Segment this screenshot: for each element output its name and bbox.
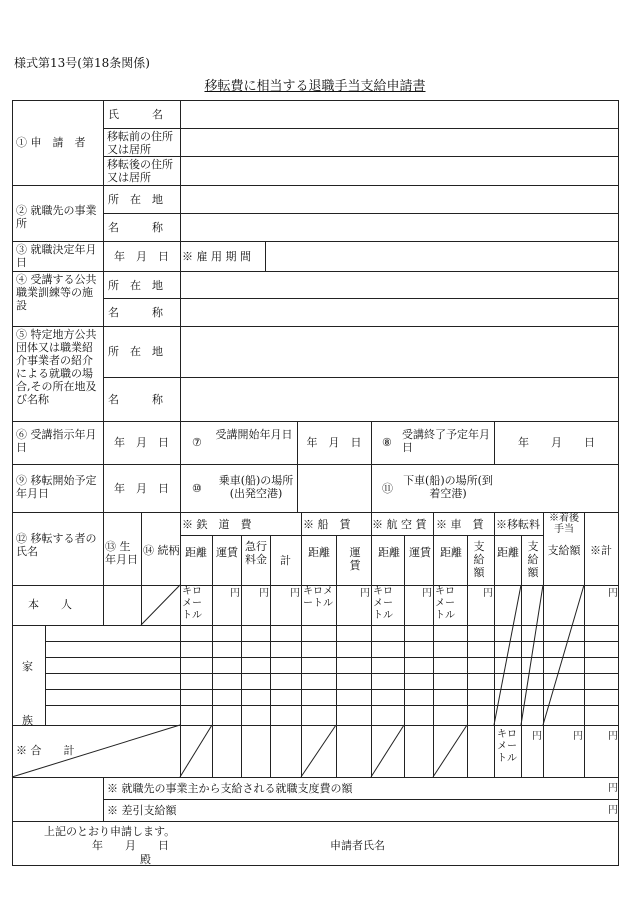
moving-yen: 円 xyxy=(532,731,542,742)
facility-address-label: 所 在 地 xyxy=(108,279,163,292)
employment-period-label: ※ 雇 用 期 間 xyxy=(182,250,251,263)
grand-total-yen: 円 xyxy=(608,731,618,742)
ship-fare-label: 運賃 xyxy=(349,546,361,572)
family-label: 家族 xyxy=(22,660,33,727)
air-distance-label: 距離 xyxy=(378,546,400,559)
addr-after-label: 移転後の住所又は居所 xyxy=(107,158,173,184)
rail-sum-label: 計 xyxy=(280,554,291,567)
addressee-label: 殿 xyxy=(140,853,151,866)
moving-km: キロメートル xyxy=(497,729,517,764)
applicant-name-field: 申請者氏名 xyxy=(330,839,385,852)
referral-label: ⑤ 特定地方公共団体又は職業紹介事業者の紹介による就職の場合,その所在地及び名称 xyxy=(16,328,97,406)
rail-distance-label: 距離 xyxy=(185,546,207,559)
form-title: 移転費に相当する退職手当支給申請書 xyxy=(204,79,426,94)
instruction-label: ⑥ 受講指示年月日 xyxy=(16,428,97,454)
ship-label: ※ 船 賃 xyxy=(303,518,351,531)
alight-number: ⑪ xyxy=(382,482,393,495)
air-fare-label: 運賃 xyxy=(409,546,431,559)
alight-label: 下車(船)の場所(到着空港) xyxy=(403,474,493,500)
allowance-label: ※着後手当 xyxy=(549,513,579,535)
self-total-yen: 円 xyxy=(608,588,618,599)
allowance-yen: 円 xyxy=(573,731,583,742)
board-number: ⑩ xyxy=(192,482,202,495)
applicant-name-label: 氏 名 xyxy=(108,108,163,121)
decision-date: 年 月 日 xyxy=(114,250,169,263)
car-paid-yen: 円 xyxy=(483,588,493,599)
end-number: ⑧ xyxy=(382,436,392,449)
air-km: キロメートル xyxy=(373,586,393,621)
move-date: 年 月 日 xyxy=(114,482,169,495)
start-number: ⑦ xyxy=(192,436,202,449)
referral-name-label: 名 称 xyxy=(108,393,163,406)
addr-before-label: 移転前の住所又は居所 xyxy=(107,130,173,156)
car-paid-label: 支給額 xyxy=(473,540,485,579)
decision-label: ③ 就職決定年月日 xyxy=(16,243,97,269)
railway-label: ※ 鉄 道 費 xyxy=(182,518,252,531)
prepaid-yen: 円 xyxy=(608,783,618,794)
employer-name-label: 名 称 xyxy=(108,221,163,234)
moving-distance-label: 距離 xyxy=(497,546,519,559)
ship-fare-yen: 円 xyxy=(360,588,370,599)
difference-yen: 円 xyxy=(608,805,618,816)
rail-fare-label: 運賃 xyxy=(216,546,238,559)
end-label: 受講終了予定年月日 xyxy=(402,428,490,454)
mover-name-label: ⑫ 移転する者の氏名 xyxy=(16,532,97,558)
application-date: 年 月 日 xyxy=(92,839,169,852)
express-yen: 円 xyxy=(259,588,269,599)
ship-distance-label: 距離 xyxy=(308,546,330,559)
employer-label: ② 就職先の事業所 xyxy=(16,204,97,230)
rail-sum-yen: 円 xyxy=(290,588,300,599)
allowance-paid-label: 支給額 xyxy=(547,544,581,557)
air-label: ※ 航 空 賃 xyxy=(372,518,427,531)
relation-label: ⑭ 続柄 xyxy=(143,544,180,557)
prepaid-label: ※ 就職先の事業主から支給される就職支度費の額 xyxy=(107,782,353,795)
referral-address-label: 所 在 地 xyxy=(108,345,163,358)
ship-km: キロメートル xyxy=(303,586,333,609)
rail-fare-yen: 円 xyxy=(230,588,240,599)
grand-total-label: ※ 合 計 xyxy=(16,744,75,757)
statement: 上記のとおり申請します。 xyxy=(44,825,176,838)
employer-address-label: 所 在 地 xyxy=(108,193,163,206)
moving-paid-label: 支給額 xyxy=(527,540,539,579)
car-distance-label: 距離 xyxy=(440,546,462,559)
express-label: 急行料金 xyxy=(245,540,267,566)
moving-fee-label: ※移転料 xyxy=(496,518,540,531)
birth-date-label: ⑬ 生年月日 xyxy=(105,540,138,566)
total-label: ※計 xyxy=(590,544,612,557)
air-fare-yen: 円 xyxy=(422,588,432,599)
end-date: 年 月 日 xyxy=(518,436,595,449)
start-date: 年 月 日 xyxy=(306,436,362,449)
rail-km: キロメートル xyxy=(182,586,202,621)
facility-name-label: 名 称 xyxy=(108,306,163,319)
board-label: 乗車(船)の場所(出発空港) xyxy=(218,474,294,500)
facility-label: ④ 受講する公共職業訓練等の施設 xyxy=(16,273,97,312)
difference-label: ※ 差引支給額 xyxy=(107,804,177,817)
instruction-date: 年 月 日 xyxy=(114,436,169,449)
move-label: ⑨ 移転開始予定年月日 xyxy=(16,474,97,500)
applicant-label: ① 申 請 者 xyxy=(16,136,86,149)
car-km: キロメートル xyxy=(435,586,455,621)
self-label: 本 人 xyxy=(28,598,72,611)
form-number: 様式第13号(第18条関係) xyxy=(14,56,150,70)
car-label: ※ 車 賃 xyxy=(436,518,484,531)
start-label: 受講開始年月日 xyxy=(215,428,293,441)
